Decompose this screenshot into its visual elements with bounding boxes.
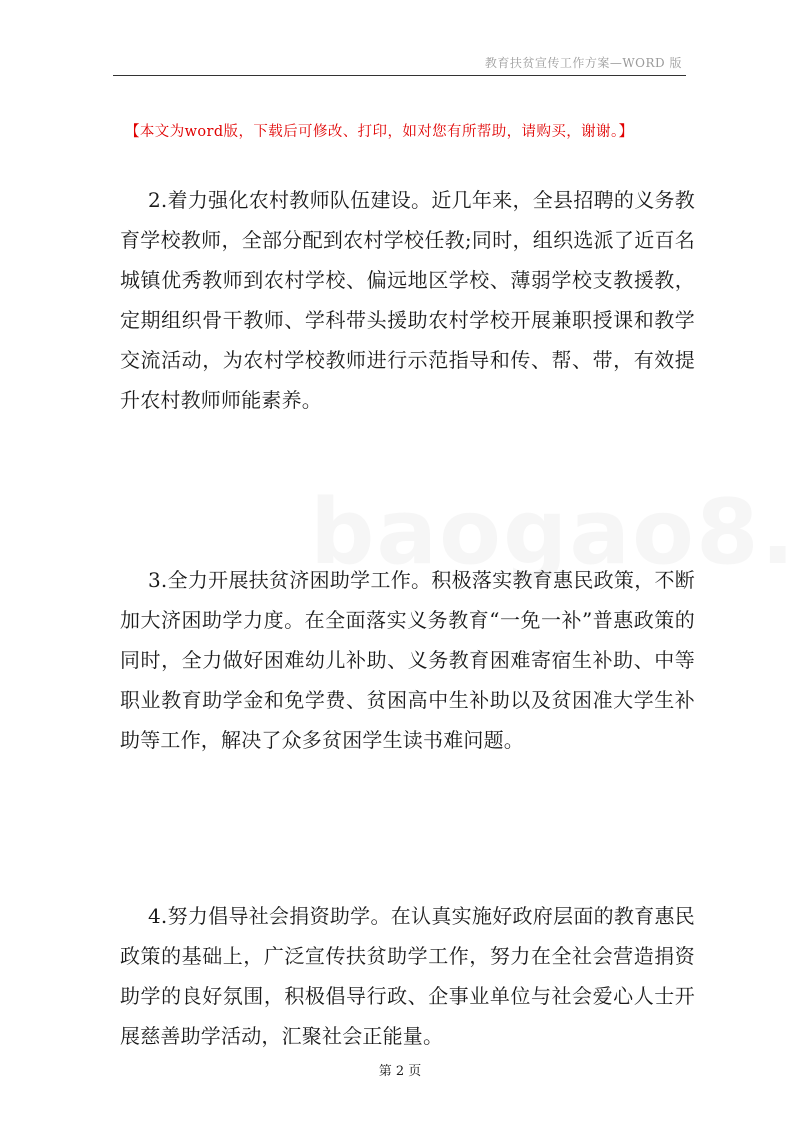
- paragraph-3: 3.全力开展扶贫济困助学工作。积极落实教育惠民政策，不断加大济困助学力度。在全面落实义务教育“一免一补”普惠政策的同时，全力做好困难幼儿补助、义务教育困难寄宿生补助、中等职业教育助学金和免学费、贫困高中生补助以及贫困准大学生补助等工作，解决了众多贫困学生读书难问题。: [120, 568, 695, 752]
- paragraph-4: 4.努力倡导社会捐资助学。在认真实施好政府层面的教育惠民政策的基础上，广泛宣传扶贫助学工作，努力在全社会营造捐资助学的良好氛围，积极倡导行政、企事业单位与社会爱心人士开展慈善助学活动，汇聚社会正能量。: [120, 904, 695, 1048]
- header-divider: [113, 75, 686, 76]
- document-header-title: 教育扶贫宣传工作方案—WORD 版: [484, 56, 682, 70]
- page-number: 第 2 页: [378, 1064, 422, 1079]
- paragraph-2: 2.着力强化农村教师队伍建设。近几年来，全县招聘的义务教育学校教师，全部分配到农村学校任教;同时，组织选派了近百名城镇优秀教师到农村学校、偏远地区学校、薄弱学校支教援教，定期组织骨干教师、学科带头援助农村学校开展兼职授课和教学交流活动，为农村学校教师进行示范指导和传、帮、带，有效提升农村教师师能素养。: [120, 188, 695, 412]
- download-notice: 【本文为word版，下载后可修改、打印，如对您有所帮助，请购买，谢谢。】: [125, 124, 634, 140]
